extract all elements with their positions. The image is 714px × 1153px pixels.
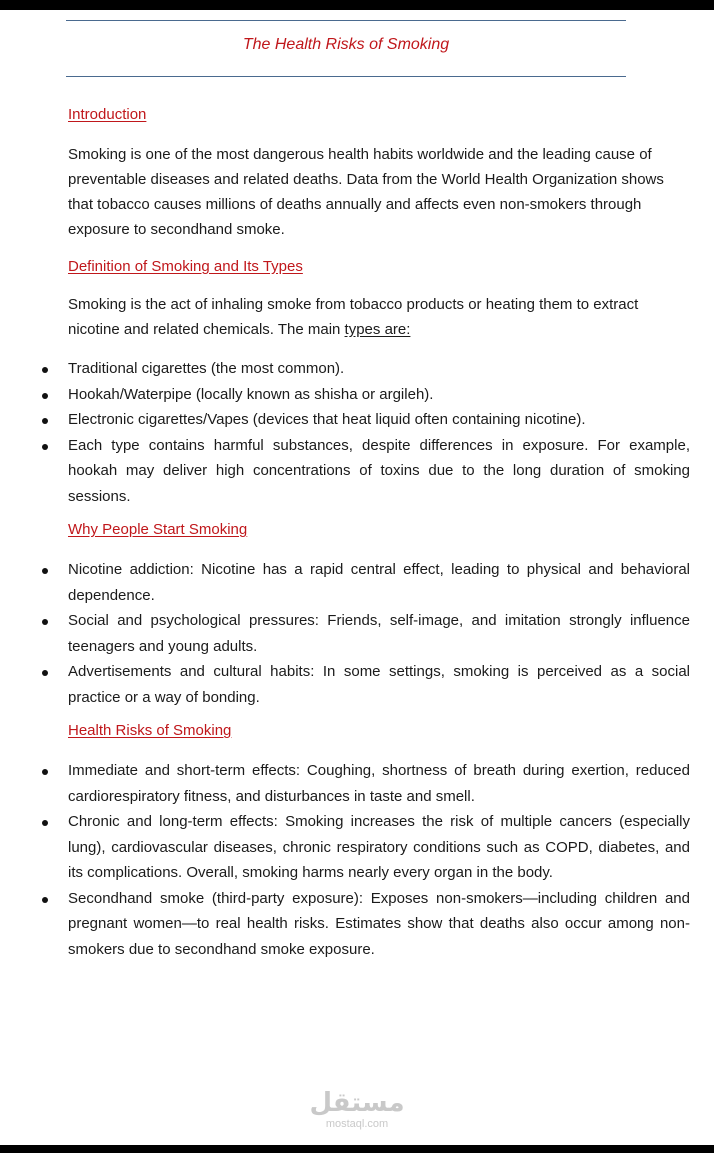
bullet-dot-icon bbox=[42, 568, 48, 574]
list-item bbox=[68, 407, 690, 433]
list-item-text: Nicotine addiction: Nicotine has a rapid central effect, leading to physical and behavioral dependence. bbox=[68, 561, 690, 604]
list-item-text: Chronic and long-term effects: Smoking increases the risk of multiple cancers (especially lung), cardiovascular diseases, chronic respiratory conditions such as COPD, diabetes, and its complications. Overall, smoking harms nearly every organ in the body. bbox=[68, 813, 690, 881]
list-item-text: Hookah/Waterpipe (locally known as shisha or argileh). bbox=[68, 385, 434, 403]
bullet-dot-icon bbox=[42, 367, 48, 373]
list-item bbox=[68, 659, 690, 710]
reasons-list bbox=[68, 557, 690, 710]
list-item-text: Advertisements and cultural habits: In some settings, smoking is perceived as a social practice or a way of bonding. bbox=[68, 663, 690, 706]
section-heading-why-start: Why People Start Smoking bbox=[68, 521, 248, 538]
list-item-text: Social and psychological pressures: Friends, self-image, and imitation strongly influence teenagers and young adults. bbox=[68, 612, 690, 655]
definition-paragraph bbox=[68, 292, 690, 342]
definition-paragraph-text: Smoking is the act of inhaling smoke from tobacco products or heating them to extract nicotine and related chemicals. The main bbox=[68, 296, 639, 338]
bullet-dot-icon bbox=[42, 393, 48, 399]
types-list bbox=[68, 356, 690, 509]
bottom-screen-bar bbox=[0, 1145, 714, 1153]
title-bottom-rule bbox=[66, 76, 626, 77]
bullet-dot-icon bbox=[42, 418, 48, 424]
section-heading-definition: Definition of Smoking and Its Types bbox=[68, 258, 303, 275]
list-item bbox=[68, 608, 690, 659]
list-item bbox=[68, 886, 690, 963]
title-top-rule bbox=[66, 20, 626, 21]
list-item bbox=[68, 433, 690, 510]
bullet-dot-icon bbox=[42, 444, 48, 450]
list-item-text: Electronic cigarettes/Vapes (devices that heat liquid often containing nicotine). bbox=[68, 411, 586, 428]
list-item-text: Immediate and short-term effects: Coughing, shortness of breath during exertion, reduced cardiorespiratory fitness, and disturbances in taste and smell. bbox=[68, 762, 690, 805]
list-item bbox=[68, 557, 690, 608]
list-item bbox=[68, 382, 690, 408]
mostaql-watermark bbox=[290, 1088, 424, 1131]
list-item bbox=[68, 356, 690, 382]
top-screen-bar bbox=[0, 0, 714, 10]
list-item bbox=[68, 809, 690, 886]
bullet-dot-icon bbox=[42, 820, 48, 826]
risks-list bbox=[68, 758, 690, 962]
document-body bbox=[68, 104, 690, 962]
list-item-text: Traditional cigarettes (the most common). bbox=[68, 360, 345, 377]
document-title: The Health Risks of Smoking bbox=[242, 36, 450, 53]
introduction-paragraph: Smoking is one of the most dangerous health habits worldwide and the leading cause of preventable diseases and related deaths. Data from the World Health Organization shows that tobacco causes millions of deaths annually and affects even non-smokers through exposure to secondhand smoke. bbox=[68, 146, 664, 238]
section-heading-health-risks: Health Risks of Smoking bbox=[68, 722, 232, 739]
bullet-dot-icon bbox=[42, 897, 48, 903]
list-item-text: Each type contains harmful substances, despite differences in exposure. For example, hookah may deliver high concentrations of toxins due to the long duration of smoking sessions. bbox=[68, 436, 690, 505]
bullet-dot-icon bbox=[42, 670, 48, 676]
list-item-text: Secondhand smoke (third-party exposure): Exposes non-smokers—including children and pregnant women—to real health risks. Estimates show that deaths also occur among non-smokers due to secondhand smoke exposure. bbox=[68, 889, 690, 958]
bullet-dot-icon bbox=[42, 769, 48, 775]
list-item bbox=[68, 758, 690, 809]
bullet-dot-icon bbox=[42, 619, 48, 625]
section-heading-introduction: Introduction bbox=[68, 106, 147, 123]
definition-paragraph-underlined: types are: bbox=[344, 321, 411, 338]
watermark-site: mostaql.com bbox=[325, 1118, 389, 1130]
watermark-logo-text: مستقل bbox=[309, 1088, 405, 1118]
